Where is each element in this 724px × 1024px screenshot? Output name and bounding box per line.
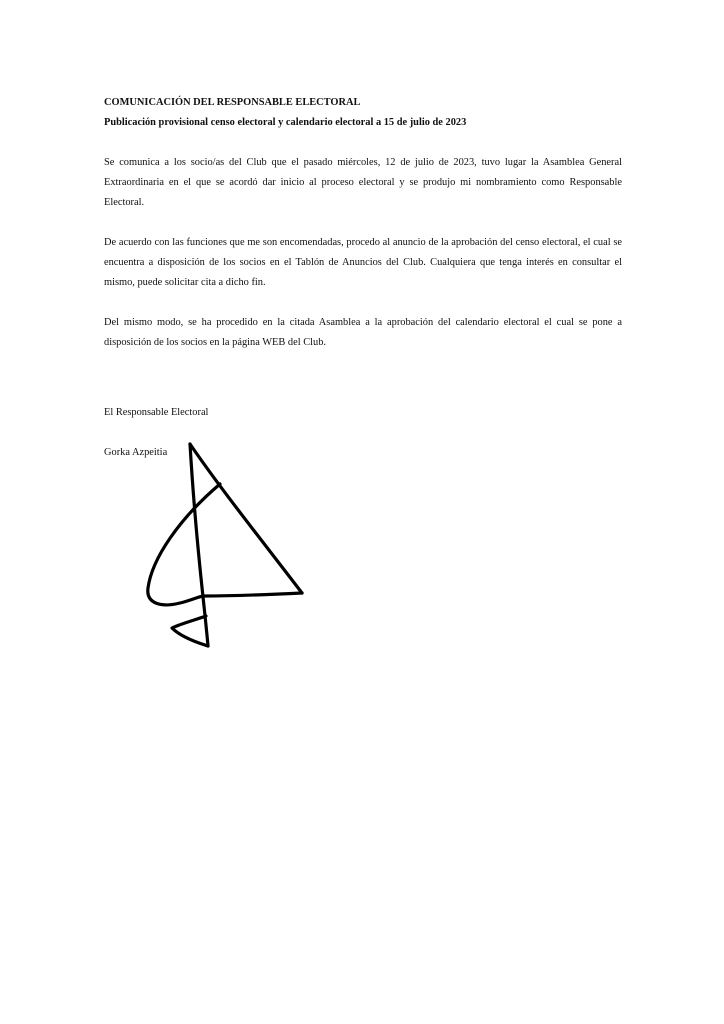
paragraph-assembly: Se comunica a los socio/as del Club que el pasado miércoles, 12 de julio de 2023, tuvo lugar la Asamblea General Extraordinaria en el que se acordó dar inicio al proceso electoral y se produjo mi nombramiento como Responsable Electoral.: [104, 157, 622, 208]
document-heading: COMUNICACIÓN DEL RESPONSABLE ELECTORAL: [104, 97, 361, 108]
paragraph-calendar: Del mismo modo, se ha procedido en la citada Asamblea a la aprobación del calendario electoral el cual se pone a disposición de los socios en la página WEB del Club.: [104, 317, 622, 348]
handwritten-signature: [140, 438, 320, 653]
closing-title: El Responsable Electoral: [104, 407, 209, 418]
document-body: [104, 93, 622, 463]
paragraph-census: De acuerdo con las funciones que me son encomendadas, procedo al anuncio de la aprobación del censo electoral, el cual se encuentra a disposición de los socios en el Tablón de Anuncios del Club. Cualquiera que tenga interés en consultar el mismo, puede solicitar cita a dicho fin.: [104, 237, 622, 288]
document-subheading: Publicación provisional censo electoral y calendario electoral a 15 de julio de 2023: [104, 117, 467, 128]
signer-name: Gorka Azpeitia: [104, 447, 168, 458]
